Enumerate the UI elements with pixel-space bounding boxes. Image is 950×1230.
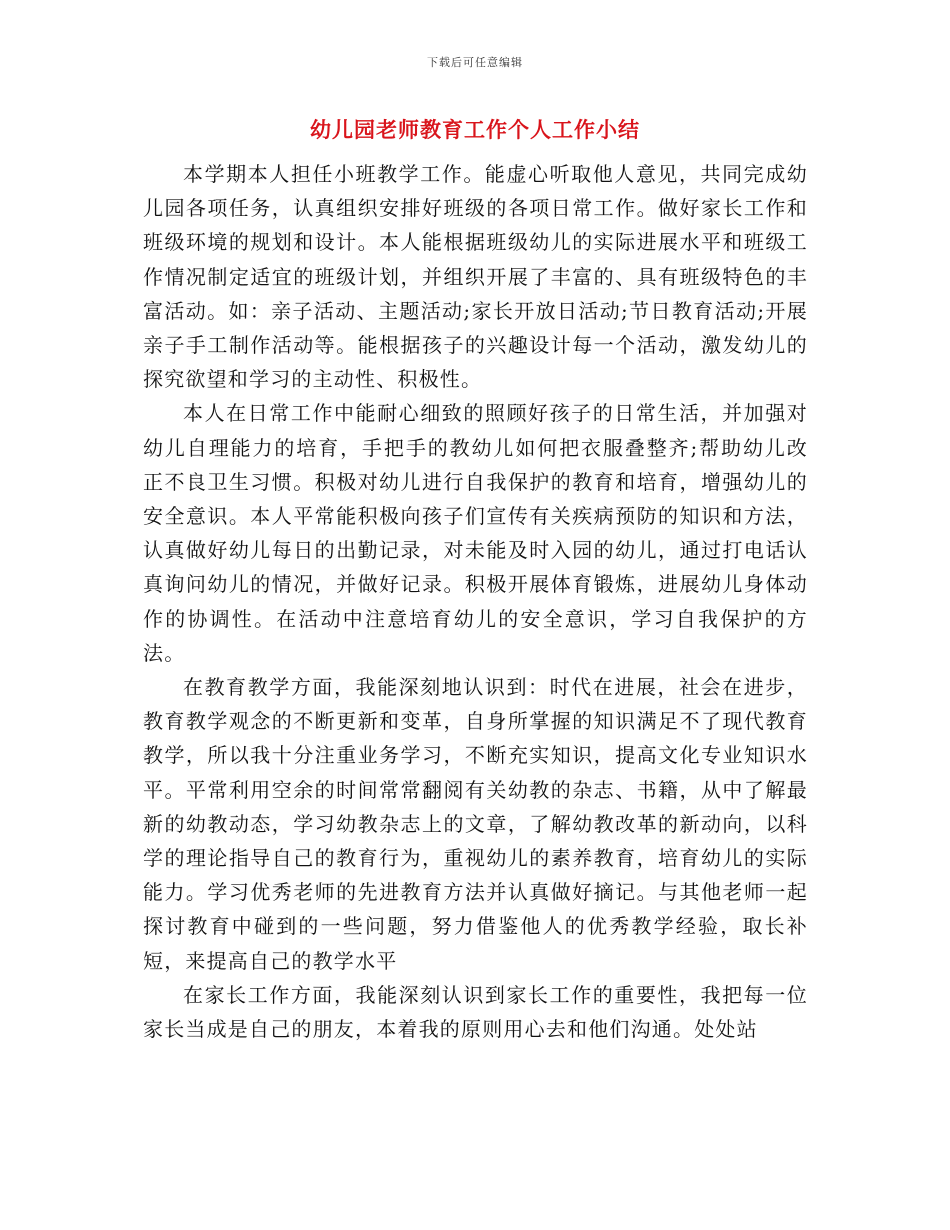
paragraph-3: 在教育教学方面，我能深刻地认识到：时代在进展，社会在进步，教育教学观念的不断更新和变革，自身所掌握的知识满足不了现代教育教学，所以我十分注重业务学习，不断充实知识，提高文化专业知识水平。平常利用空余的时间常常翻阅有关幼教的杂志、书籍，从中了解最新的幼教动态，学习幼教杂志上的文章，了解幼教改革的新动向，以科学的理论指导自己的教育行为，重视幼儿的素养教育，培育幼儿的实际能力。学习优秀老师的先进教育方法并认真做好摘记。与其他老师一起探讨教育中碰到的一些问题，努力借鉴他人的优秀教学经验，取长补短，来提高自己的教学水平	[143, 675, 808, 973]
paragraph-2: 本人在日常工作中能耐心细致的照顾好孩子的日常生活，并加强对幼儿自理能力的培育，手把手的教幼儿如何把衣服叠整齐;帮助幼儿改正不良卫生习惯。积极对幼儿进行自我保护的教育和培育，增强幼儿的安全意识。本人平常能积极向孩子们宣传有关疾病预防的知识和方法，认真做好幼儿每日的出勤记录，对未能及时入园的幼儿，通过打电话认真询问幼儿的情况，并做好记录。积极开展体育锻炼，进展幼儿身体动作的协调性。在活动中注意培育幼儿的安全意识，学习自我保护的方法。	[143, 401, 808, 665]
page-header-note: 下载后可任意编辑	[427, 56, 523, 69]
paragraph-1: 本学期本人担任小班教学工作。能虚心听取他人意见，共同完成幼儿园各项任务，认真组织安排好班级的各项日常工作。做好家长工作和班级环境的规划和设计。本人能根据班级幼儿的实际进展水平和班级工作情况制定适宜的班级计划，并组织开展了丰富的、具有班级特色的丰富活动。如：亲子活动、主题活动;家长开放日活动;节日教育活动;开展亲子手工制作活动等。能根据孩子的兴趣设计每一个活动，激发幼儿的探究欲望和学习的主动性、积极性。	[143, 162, 808, 392]
paragraph-4: 在家长工作方面，我能深刻认识到家长工作的重要性，我把每一位家长当成是自己的朋友，本着我的原则用心去和他们沟通。处处站	[143, 982, 808, 1042]
document-title: 幼儿园老师教育工作个人工作小结	[310, 117, 640, 142]
document-body	[143, 157, 808, 1046]
